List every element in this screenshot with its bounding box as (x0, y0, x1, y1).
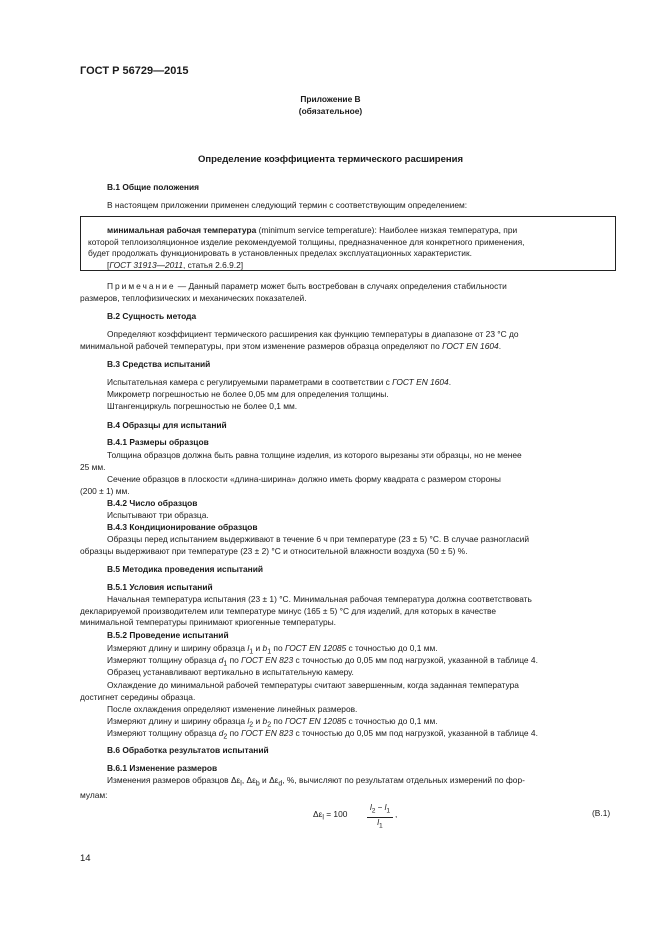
section-b3-line1: Испытательная камера с регулируемыми параметрами в соответствии с ГОСТ EN 1604. (107, 377, 452, 387)
formula-number: (В.1) (592, 808, 611, 818)
section-b51-text: Начальная температура испытания (23 ± 1) °С. Минимальная рабочая температура должна соответствовать декларируемой производителем или температуре минус (165 ± 5) °С для изделий, для которых в качестве минимальной температуры принимают криогенные температуры. (80, 594, 532, 627)
section-b51-heading: В.5.1 Условия испытаний (107, 582, 213, 592)
annex-status: (обязательное) (298, 106, 363, 116)
section-b52-line3: Образец устанавливают вертикально в испытательную камеру. (107, 667, 354, 677)
note: Примечание — Данный параметр может быть востребован в случаях определения стабильности размеров, теплофизических и механических показателей. (80, 281, 507, 303)
section-b3-line3: Штангенциркуль погрешностью не более 0,1 мм. (107, 401, 298, 411)
section-b43-text: Образцы перед испытанием выдерживают в течение 6 ч при температуре (23 ± 5) °С. В случае разногласий образцы выдерживают при температуре (23 ± 2) °С и относительной влажности воздуха (50 ± 5) %. (80, 534, 530, 556)
section-b42-text: Испытывают три образца. (107, 510, 209, 520)
term-definition: минимальная рабочая температура (minimum service temperature): Наиболее низкая температура, при которой теплоизоляционное изделие рекомендуемой толщины, предназначенное для конкретного применения, будет продолжать функционировать в установленных пределах эксплуатационных характеристик. [ГОСТ 31913—2011, статья 2.6.9.2] (88, 225, 525, 270)
page-number: 14 (80, 853, 91, 864)
document-id: ГОСТ Р 56729—2015 (80, 65, 189, 77)
annex-heading: Определение коэффициента термического расширения (198, 154, 463, 165)
section-b61-text: Изменения размеров образцов $\Delta\varepsilon_l$, $\Delta\varepsilon_b$ и $\Delta\varepsilon_d$, %, вычисляют по результатам отдельных измерений по фор- мулам: (80, 775, 525, 801)
section-b3-heading: В.3 Средства испытаний (107, 359, 211, 369)
section-b52-line1: Измеряют длину и ширину образца $l_1$ и $b_1$ по ГОСТ EN 12085 с точностью до 0,1 мм. (107, 643, 438, 656)
section-b2-text: Определяют коэффициент термического расширения как функцию температуры в диапазоне от 23 °С до минимальной рабочей температуры, при этом изменение размеров образца определяют по ГОСТ EN 1604. (80, 329, 519, 351)
section-b3-line2: Микрометр погрешностью не более 0,05 мм для определения толщины. (107, 389, 389, 399)
section-b61-heading: В.6.1 Изменение размеров (107, 763, 218, 773)
section-b41-text2: Сечение образцов в плоскости «длина-ширина» должно иметь форму квадрата с размером стороны (200 ± 1) мм. (80, 474, 501, 496)
formula-b1: $\Delta\varepsilon_l = 100$ $l_2 - l_1$ $l_1$ , (313, 803, 398, 830)
source-reference: ГОСТ 31913—2011 (109, 259, 184, 270)
section-b52-line7: Измеряют длину и ширину образца $l_2$ и $b_2$ по ГОСТ EN 12085 с точностью до 0,1 мм. (107, 716, 438, 729)
section-b41-text: Толщина образцов должна быть равна толщине изделия, из которого вырезаны эти образцы, но не менее 25 мм. (80, 450, 522, 472)
section-b2-heading: В.2 Сущность метода (107, 311, 197, 321)
section-b5-heading: В.5 Методика проведения испытаний (107, 564, 264, 574)
section-b52-line6: После охлаждения определяют изменение линейных размеров. (107, 704, 358, 714)
section-b6-heading: В.6 Обработка результатов испытаний (107, 745, 269, 755)
annex-title: Приложение В (300, 94, 361, 104)
section-b41-heading: В.4.1 Размеры образцов (107, 437, 209, 447)
section-b1-heading: В.1 Общие положения (107, 182, 200, 192)
section-b52-line4: Охлаждение до минимальной рабочей температуры считают завершенным, когда заданная температура достигнет середины образца. (80, 680, 519, 702)
section-b52-heading: В.5.2 Проведение испытаний (107, 630, 229, 640)
section-b42-heading: В.4.2 Число образцов (107, 498, 198, 508)
section-b52-line8: Измеряют толщину образца $d_2$ по ГОСТ EN 823 с точностью до 0,05 мм под нагрузкой, указанной в таблице 4. (107, 728, 538, 741)
section-b1-text: В настоящем приложении применен следующий термин с соответствующим определением: (107, 200, 468, 210)
section-b4-heading: В.4 Образцы для испытаний (107, 420, 227, 430)
section-b52-line2: Измеряют толщину образца $d_1$ по ГОСТ EN 823 с точностью до 0,05 мм под нагрузкой, указанной в таблице 4. (107, 655, 538, 668)
section-b43-heading: В.4.3 Кондиционирование образцов (107, 522, 258, 532)
